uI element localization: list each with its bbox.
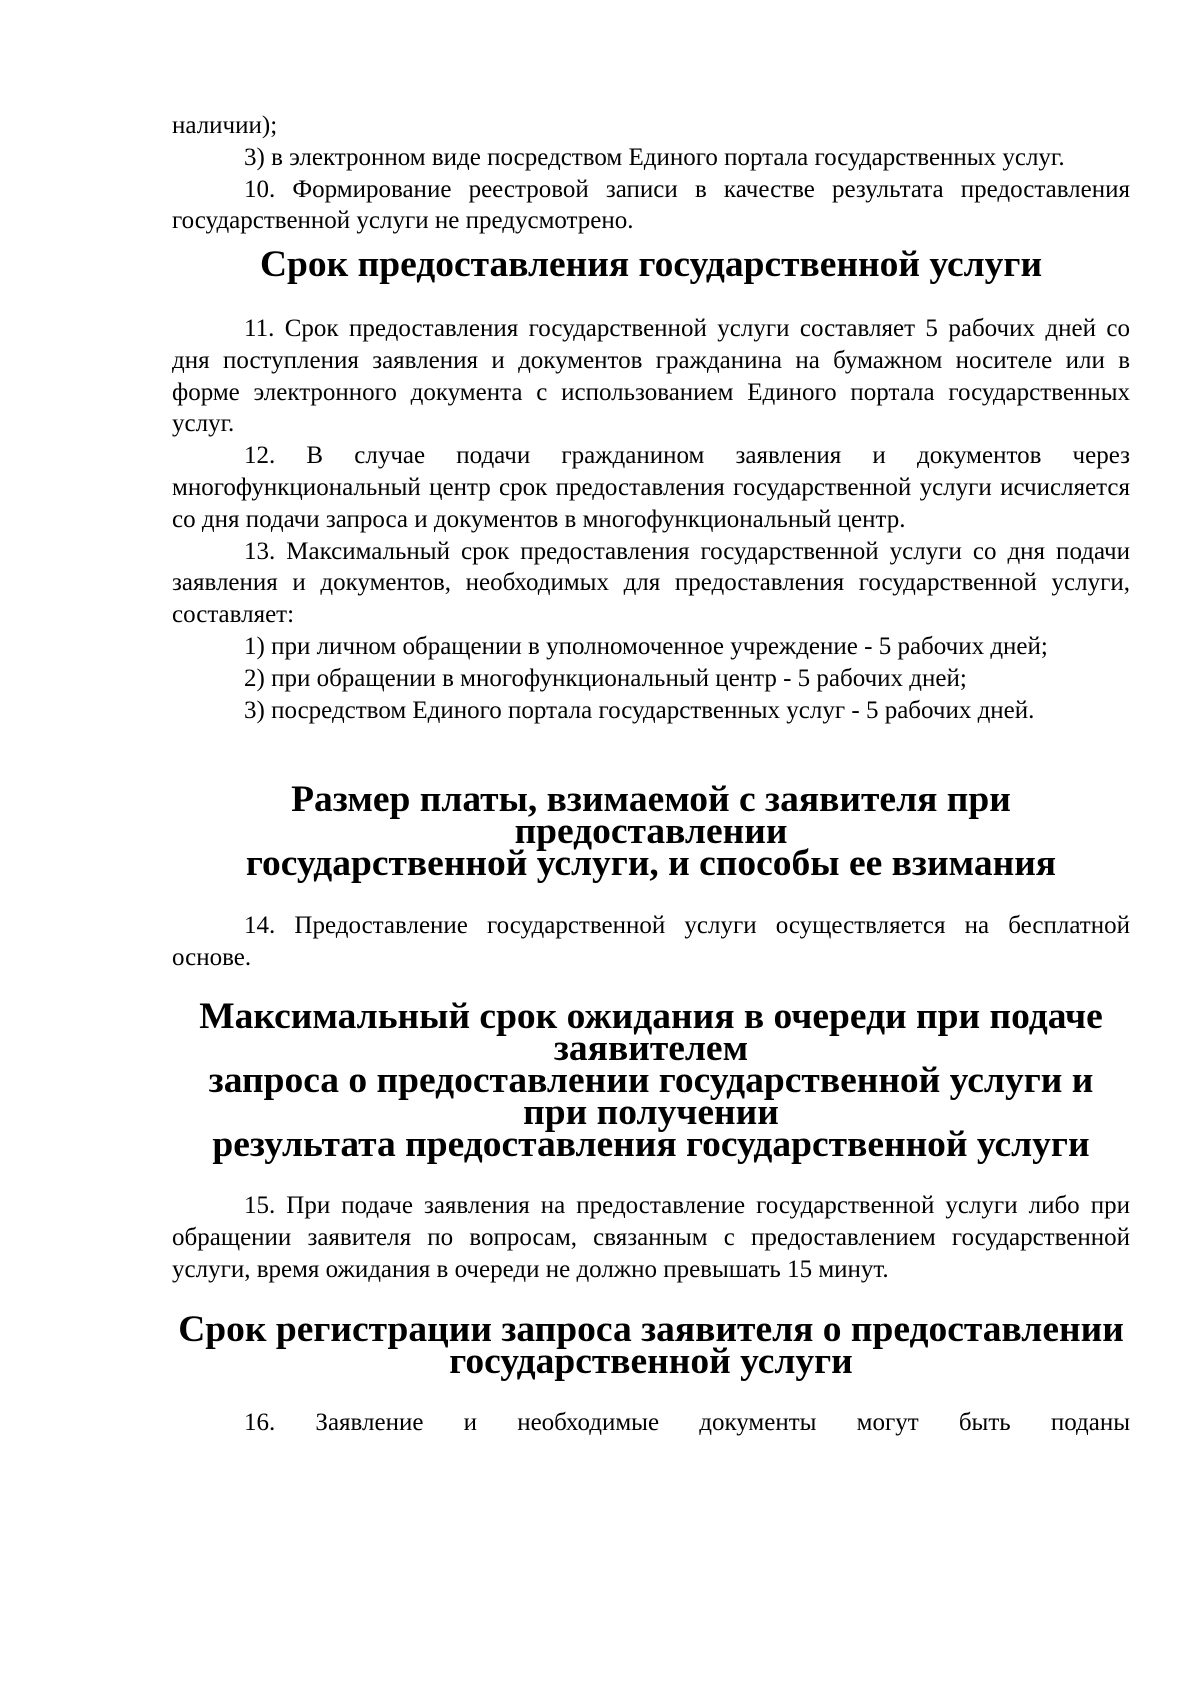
paragraph-12: 12. В случае подачи гражданином заявления и документов через многофункциональный центр срок предоставления государственной услуги исчисляется со дня подачи запроса и документов в многофункциональный центр. [172, 442, 1130, 533]
paragraph-13: 13. Максимальный срок предоставления государственной услуги со дня подачи заявления и документов, необходимых для предоставления государственной услуги, составляет: [172, 537, 1130, 629]
section-heading-queue-line-1: Максимальный срок ожидания в очереди при подаче заявителем [199, 996, 1103, 1070]
section-heading-term: Срок предоставления государственной услуги [259, 244, 1043, 286]
section-heading-queue [172, 996, 1130, 1165]
section-heading-queue-line-3: результата предоставления государственной услуги [212, 1123, 1090, 1165]
paragraph-13-item-2: 2) при обращении в многофункциональный центр - 5 рабочих дней; [244, 664, 967, 692]
paragraph-15: 15. При подаче заявления на предоставление государственной услуги либо при обращении заявителя по вопросам, связанным с предоставлением государственной услуги, время ожидания в очереди не должно превышать 15 минут. [172, 1192, 1130, 1283]
paragraph-13-item-3: 3) посредством Единого портала государственных услуг - 5 рабочих дней. [244, 696, 1035, 724]
paragraph-13-item-1: 1) при личном обращении в уполномоченное учреждение - 5 рабочих дней; [244, 632, 1048, 660]
section-heading-fee-line-2: государственной услуги, и способы ее взимания [245, 842, 1057, 884]
section-heading-registration [172, 1308, 1130, 1382]
paragraph-10: 10. Формирование реестровой записи в качестве результата предоставления государственной услуги не предусмотрено. [172, 175, 1130, 235]
document-body [172, 110, 1130, 1439]
section-heading-fee [172, 779, 1130, 884]
paragraph-11: 11. Срок предоставления государственной услуги составляет 5 рабочих дней со дня поступления заявления и документов гражданина на бумажном носителе или в форме электронного документа с использованием Единого портала государственных услуг. [172, 314, 1130, 438]
paragraph-continuation: наличии); [172, 112, 278, 139]
paragraph-16: 16. Заявление и необходимые документы могут быть поданы [244, 1409, 1130, 1437]
section-heading-registration-line-2: государственной услуги [449, 1340, 853, 1382]
paragraph-14: 14. Предоставление государственной услуги осуществляется на бесплатной основе. [172, 911, 1130, 971]
paragraph-item-3-electronic: 3) в электронном виде посредством Единого портала государственных услуг. [244, 143, 1065, 171]
section-heading-registration-line-1: Срок регистрации запроса заявителя о предоставлении [178, 1308, 1124, 1350]
section-heading-queue-line-2: запроса о предоставлении государственной услуги и при получении [208, 1059, 1094, 1133]
section-heading-fee-line-1: Размер платы, взимаемой с заявителя при предоставлении [291, 779, 1011, 853]
